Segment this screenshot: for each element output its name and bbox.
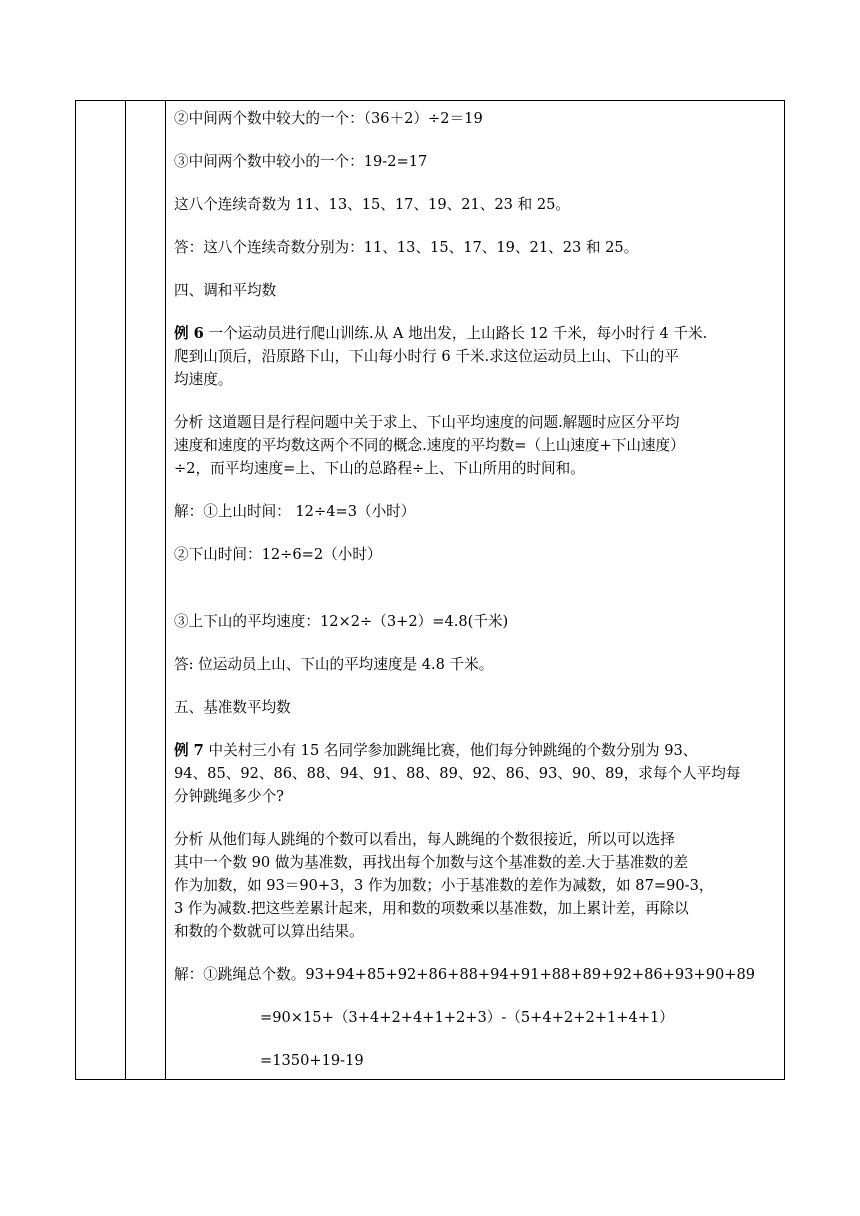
analysis-6-line-1: 分析 这道题目是行程问题中关于求上、下山平均速度的问题.解题时应区分平均	[174, 414, 680, 431]
example-6-label: 例 6	[174, 325, 204, 342]
analysis-7-line-4: 3 作为减数.把这些差累计起来，用和数的项数乘以基准数，加上累计差，再除以	[174, 900, 689, 917]
analysis-6-line-3: ÷2，而平均速度=上、下山的总路程÷上、下山所用的时间和。	[174, 460, 585, 477]
example-6-text: 一个运动员进行爬山训练.从 A 地出发，上山路长 12 千米，每小时行 4 千米.	[203, 325, 708, 342]
text-line: ②中间两个数中较大的一个：（36＋2）÷2＝19	[174, 110, 483, 127]
example-7-line-2: 94、85、92、86、88、94、91、88、89、92、86、93、90、89，求每个人平均每	[174, 765, 741, 782]
section-heading-5: 五、基准数平均数	[174, 699, 291, 716]
analysis-7-line-5: 和数的个数就可以算出结果。	[174, 923, 364, 940]
content-cell	[174, 107, 780, 1072]
example-7-label: 例 7	[174, 742, 204, 759]
text-line: ③中间两个数中较小的一个：19-2=17	[174, 153, 428, 170]
example-7-text: 中关村三小有 15 名同学参加跳绳比赛，他们每分钟跳绳的个数分别为 93、	[203, 742, 698, 759]
answer-6: 答: 位运动员上山、下山的平均速度是 4.8 千米。	[174, 656, 494, 673]
analysis-7-line-1: 分析 从他们每人跳绳的个数可以看出，每人跳绳的个数很接近，所以可以选择	[174, 831, 675, 848]
solution-6-step-3: ③上下山的平均速度：12×2÷（3+2）=4.8(千米)	[174, 613, 509, 630]
example-7-line-3: 分钟跳绳多少个?	[174, 788, 284, 805]
solution-7-step-1: 解：①跳绳总个数。93+94+85+92+86+88+94+91+88+89+92+86+93+90+89	[174, 966, 756, 983]
solution-6-step-1: 解：①上山时间： 12÷4=3（小时）	[174, 503, 416, 520]
section-heading-4: 四、调和平均数	[174, 282, 277, 299]
example-6-line-2: 爬到山顶后，沿原路下山，下山每小时行 6 千米.求这位运动员上山、下山的平	[174, 348, 679, 365]
analysis-6-line-2: 速度和速度的平均数这两个不同的概念.速度的平均数=（上山速度+下山速度）	[174, 437, 685, 454]
text-line: 这八个连续奇数为 11、13、15、17、19、21、23 和 25。	[174, 196, 570, 213]
document-table	[75, 100, 785, 1080]
column-divider-1	[125, 101, 126, 1079]
analysis-7-line-3: 作为加数，如 93＝90+3，3 作为加数；小于基准数的差作为减数，如 87=90-3，	[174, 877, 714, 894]
analysis-7-line-2: 其中一个数 90 做为基准数，再找出每个加数与这个基准数的差.大于基准数的差	[174, 854, 689, 871]
solution-7-step-2: =90×15+（3+4+2+4+1+2+3）-（5+4+2+2+1+4+1）	[260, 1009, 674, 1026]
example-6-line-3: 均速度。	[174, 371, 233, 388]
solution-7-step-3: =1350+19-19	[260, 1052, 364, 1069]
solution-6-step-2: ②下山时间：12÷6=2（小时）	[174, 546, 382, 563]
example-6-line-1	[174, 322, 780, 345]
column-divider-2	[165, 101, 166, 1079]
answer-line: 答：这八个连续奇数分别为：11、13、15、17、19、21、23 和 25。	[174, 239, 639, 256]
example-7-line-1	[174, 739, 780, 762]
